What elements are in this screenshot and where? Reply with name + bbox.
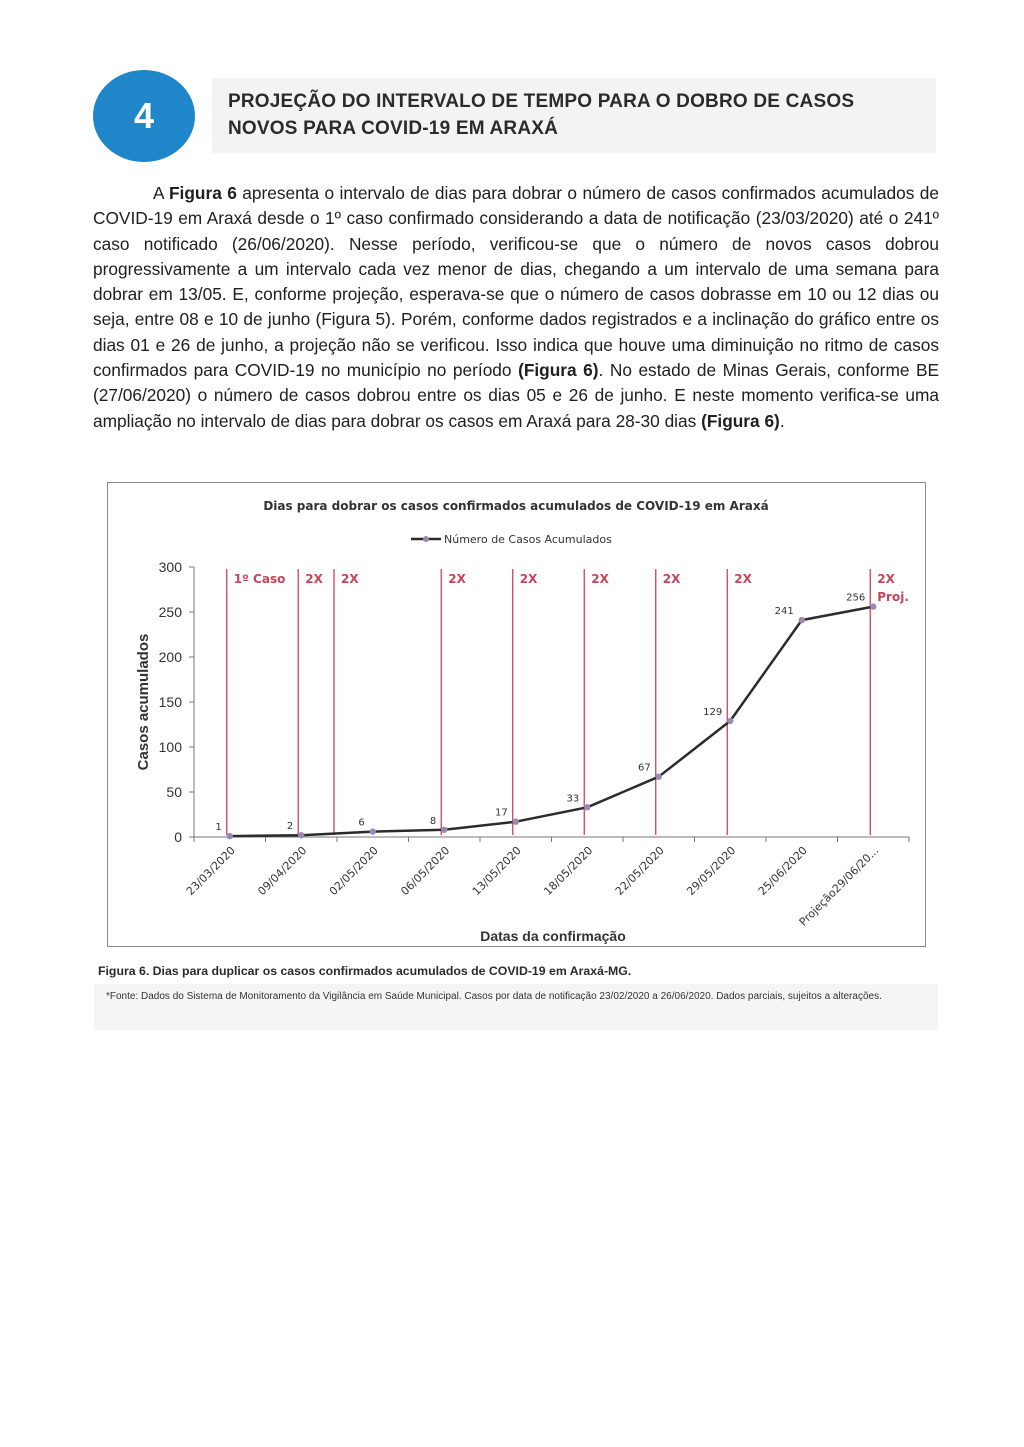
data-label: 33 <box>566 793 580 805</box>
figure-6-ref: Figura 6 <box>169 183 237 203</box>
x-axis-label: Datas da confirmação <box>480 928 626 944</box>
y-tick-label: 200 <box>158 649 182 665</box>
section-title-line2: NOVOS PARA COVID-19 EM ARAXÁ <box>228 118 559 139</box>
figure-6-ref-3: (Figura 6) <box>701 410 780 431</box>
data-label: 17 <box>495 807 508 819</box>
p1-part2: apresenta o intervalo de dias para dobrar o número de casos confirmados acumulados de COVID-19 em Araxá desde o 1º caso confirmado considerando a data de notificação (23/03/2020) até o 241º caso notificado (26/06/2020). Nesse período, verificou-se que o número de novos casos dobrou progressivamente a um intervalo cada vez menor de dias, chegando a um intervalo de uma semana para dobrar em 13/05. E, conforme projeção, esperava-se que o número de casos dobrasse em 10 ou 12 dias ou seja, entre 08 e 10 de junho (Figura 5). Porém, conforme dados registrados e a inclinação do gráfico entre os dias 01 e 26 de junho, a projeção não se verificou. Isso indica que houve uma diminuição no ritmo de casos confirmados para COVID-19 no município no período <box>93 183 940 381</box>
data-point <box>656 774 662 780</box>
section-number-badge <box>93 70 195 162</box>
data-label: 129 <box>703 706 723 718</box>
data-point <box>298 832 304 838</box>
body-paragraph <box>93 181 939 434</box>
x-tick-label: Projeção29/06/20... <box>796 843 882 929</box>
doubling-marker-label: 1º Caso <box>233 572 286 586</box>
doubling-marker-label: 2X <box>662 572 681 586</box>
data-label: 1 <box>215 822 222 834</box>
series-line <box>230 607 874 837</box>
data-label: 256 <box>846 592 866 604</box>
doubling-marker-label: 2X <box>519 572 538 586</box>
doubling-marker-label: 2X <box>591 572 609 586</box>
data-label: 6 <box>358 817 365 829</box>
source-note: *Fonte: Dados do Sistema de Monitoramento da Vigilância em Saúde Municipal. Casos por data de notificação 23/02/2020 a 26/06/2020. Dados parciais, sujeitos a alterações. <box>106 991 882 1002</box>
section-title <box>228 88 928 142</box>
doubling-marker-label: Proj. <box>877 590 909 604</box>
line-chart <box>108 483 925 946</box>
data-label: 2 <box>286 821 294 833</box>
x-tick-label: 22/05/2020 <box>612 843 667 898</box>
data-point <box>227 833 233 839</box>
y-tick-label: 150 <box>158 694 182 710</box>
data-point <box>870 603 876 609</box>
y-tick-label: 300 <box>158 559 182 575</box>
data-point <box>799 617 805 623</box>
y-tick-label: 250 <box>158 604 182 620</box>
p1-part4: . <box>779 410 785 431</box>
x-tick-label: 29/05/2020 <box>684 843 739 898</box>
figure-caption: Figura 6. Dias para duplicar os casos confirmados acumulados de COVID-19 em Araxá-MG. <box>98 964 632 978</box>
doubling-marker-label: 2X <box>305 572 323 586</box>
data-label: 241 <box>774 606 794 618</box>
y-axis-label: Casos acumulados <box>135 633 152 771</box>
data-label: 67 <box>638 762 651 774</box>
doubling-marker-label: 2X <box>341 572 359 586</box>
x-tick-label: 02/05/2020 <box>326 843 381 898</box>
y-tick-label: 100 <box>158 739 182 755</box>
x-tick-label: 18/05/2020 <box>541 843 596 898</box>
data-point <box>584 804 590 810</box>
data-label: 8 <box>429 815 437 827</box>
section-number: 4 <box>133 95 155 136</box>
figure-6-ref-2: (Figura 6) <box>518 360 599 381</box>
y-tick-label: 50 <box>166 784 182 800</box>
x-tick-label: 06/05/2020 <box>398 843 453 898</box>
legend-marker <box>423 536 429 542</box>
p1-part3: . No estado de Minas Gerais, conforme BE (27/06/2020) o número de casos dobrou entre os dias 05 e 26 de junho. E neste momento verifica-se uma ampliação no intervalo de dias para dobrar os casos em Araxá para 28-30 dias <box>93 360 940 431</box>
chart-title: Dias para dobrar os casos confirmados acumulados de COVID-19 em Araxá <box>263 499 769 513</box>
data-point <box>441 827 447 833</box>
paragraph-1 <box>93 181 939 434</box>
x-tick-label: 23/03/2020 <box>183 843 238 898</box>
doubling-marker-label: 2X <box>448 572 466 586</box>
chart-frame <box>107 482 926 947</box>
data-point <box>513 819 519 825</box>
p1-part1: A <box>153 183 169 203</box>
doubling-marker-label: 2X <box>734 572 752 586</box>
data-point <box>370 828 376 834</box>
legend-label: Número de Casos Acumulados <box>444 533 612 546</box>
y-tick-label: 0 <box>174 829 182 845</box>
x-tick-label: 25/06/2020 <box>755 843 810 898</box>
x-tick-label: 09/04/2020 <box>255 843 310 898</box>
data-point <box>727 718 733 724</box>
doubling-marker-label: 2X <box>877 572 895 586</box>
section-title-line1: PROJEÇÃO DO INTERVALO DE TEMPO PARA O DOBRO DE CASOS <box>228 91 855 112</box>
x-tick-label: 13/05/2020 <box>469 843 524 898</box>
